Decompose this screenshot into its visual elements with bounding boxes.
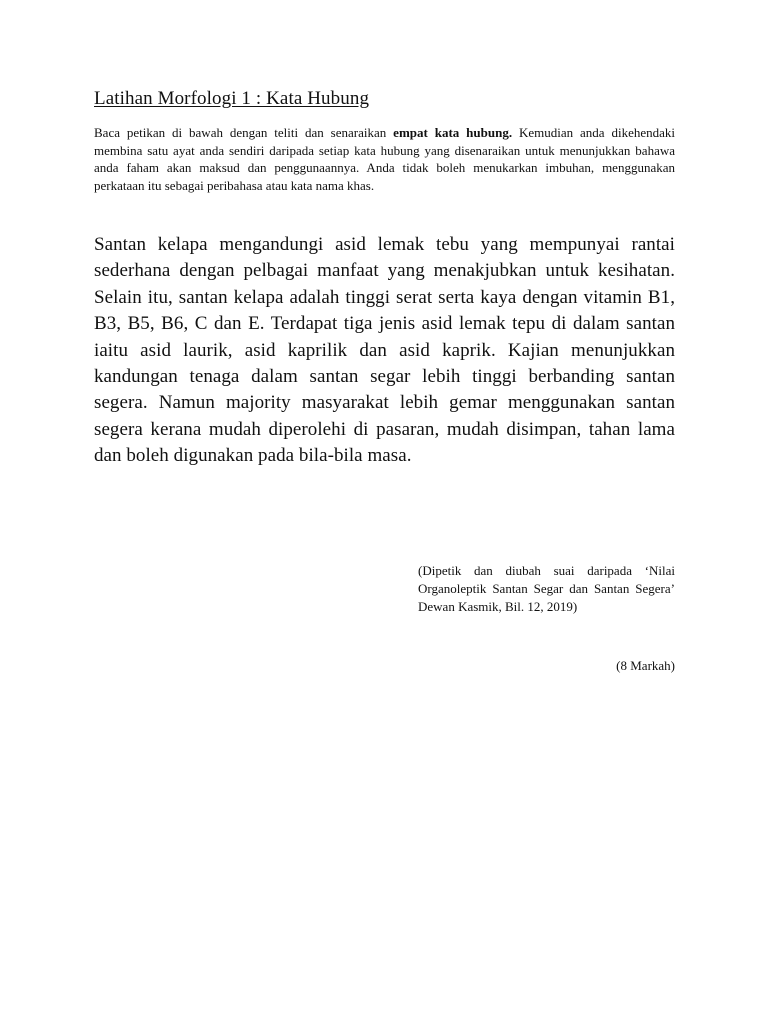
source-citation: (Dipetik dan diubah suai daripada ‘Nilai Organoleptik Santan Segar dan Santan Segera’ Dewan Kasmik, Bil. 12, 2019)	[418, 563, 675, 614]
instructions-text-end: Kemudian anda dikehendaki membina satu ayat anda sendiri daripada setiap kata hubung yang disenaraikan untuk menunjukkan bahawa anda faham akan maksud dan penggunaannya. Anda tidak boleh menukarkan imbuhan, menggunakan perkataan itu sebagai peribahasa atau kata nama khas.	[94, 125, 675, 193]
exercise-title: Latihan Morfologi 1 : Kata Hubung	[94, 88, 370, 109]
instructions-paragraph	[94, 124, 675, 194]
instructions-bold-text: empat kata hubung.	[393, 125, 513, 140]
marks-label: (8 Markah)	[616, 658, 675, 673]
instructions-text-start: Baca petikan di bawah dengan teliti dan senaraikan	[94, 125, 394, 140]
reading-passage: Santan kelapa mengandungi asid lemak tebu yang mempunyai rantai sederhana dengan pelbagai manfaat yang menakjubkan untuk kesihatan. Selain itu, santan kelapa adalah tinggi serat serta kaya dengan vitamin B1, B3, B5, B6, C dan E. Terdapat tiga jenis asid lemak tepu di dalam santan iaitu asid laurik, asid kaprilik dan asid kaprik. Kajian menunjukkan kandungan tenaga dalam santan segar lebih tinggi berbanding santan segera. Namun majority masyarakat lebih gemar menggunakan santan segera kerana mudah diperolehi di pasaran, mudah disimpan, tahan lama dan boleh digunakan pada bila-bila masa.	[94, 234, 675, 467]
